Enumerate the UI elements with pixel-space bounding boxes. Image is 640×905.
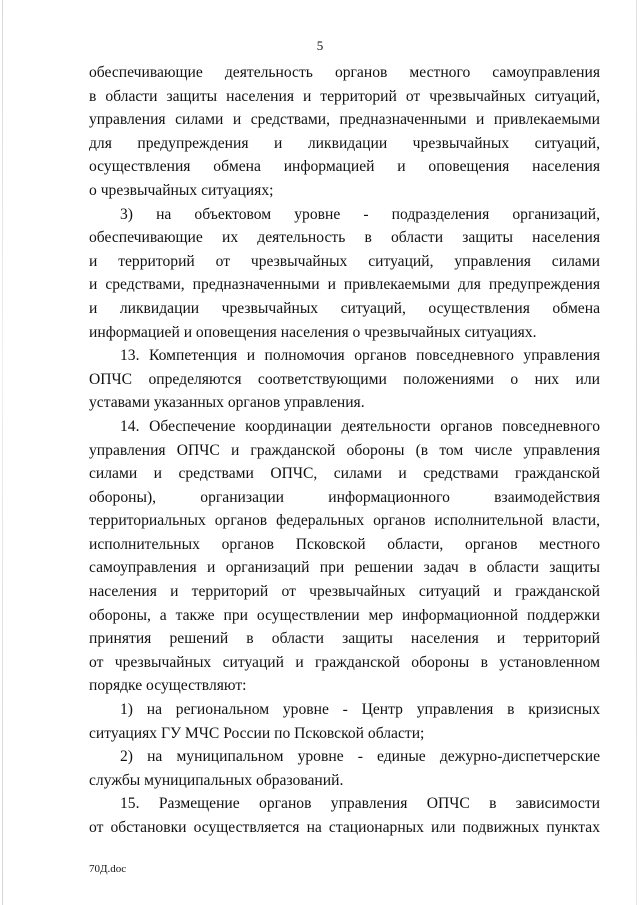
- text-line: силами и средствами ОПЧС, силами и средствами гражданской: [89, 465, 600, 483]
- paragraph: [89, 203, 600, 345]
- text-line: 13. Компетенция и полномочия органов повседневного управления: [120, 347, 600, 365]
- text-line: управления ОПЧС и гражданской обороны (в том числе управления: [89, 441, 600, 459]
- text-line: и средствами, предназначенными и привлекаемыми для предупреждения: [89, 276, 600, 294]
- text-line: населения и территорий от чрезвычайных ситуаций и гражданской: [89, 583, 600, 601]
- text-line: обороны, а также при осуществлении мер информационной поддержки: [89, 606, 600, 624]
- text-line: и территорий от чрезвычайных ситуаций, управления силами: [89, 252, 600, 270]
- paragraph: [89, 792, 600, 839]
- text-line: исполнительных органов Псковской области, органов местного: [89, 535, 600, 553]
- text-line: ситуациях ГУ МЧС России по Псковской области;: [89, 724, 425, 742]
- text-line: 14. Обеспечение координации деятельности органов повседневного: [120, 417, 600, 435]
- text-line: управления силами и средствами, предназначенными и привлекаемыми: [89, 111, 600, 129]
- text-line: службы муниципальных образований.: [89, 771, 344, 789]
- text-line: ОПЧС определяются соответствующими положениями о них или: [89, 370, 600, 388]
- scan-edge-right: [636, 0, 637, 905]
- text-line: осуществления обмена информацией и оповещения населения: [89, 158, 600, 176]
- text-line: в области защиты населения и территорий от чрезвычайных ситуаций,: [89, 87, 600, 105]
- page-number: 5: [316, 38, 324, 53]
- text-line: территориальных органов федеральных органов исполнительной власти,: [89, 512, 600, 530]
- text-line: о чрезвычайных ситуациях;: [89, 181, 274, 199]
- text-line: уставами указанных органов управления.: [89, 394, 365, 412]
- text-line: порядке осуществляют:: [89, 677, 247, 695]
- paragraph: [89, 61, 600, 203]
- paragraph: [89, 344, 600, 415]
- text-line: обороны), организации информационного взаимодействия: [89, 488, 600, 506]
- text-line: обеспечивающие деятельность органов местного самоуправления: [89, 64, 600, 81]
- text-line: для предупреждения и ликвидации чрезвычайных ситуаций,: [89, 134, 600, 152]
- paragraph: [89, 745, 600, 792]
- text-line: от чрезвычайных ситуаций и гражданской обороны в установленном: [89, 653, 600, 671]
- text-line: обеспечивающие их деятельность в области защиты населения: [89, 229, 600, 247]
- text-line: 15. Размещение органов управления ОПЧС в зависимости: [120, 795, 600, 813]
- text-line: самоуправления и организаций при решении задач в области защиты: [89, 559, 600, 577]
- scan-edge-left: [2, 0, 3, 905]
- text-line: и ликвидации чрезвычайных ситуаций, осуществления обмена: [89, 299, 600, 317]
- text-line: 2) на муниципальном уровне - единые дежурно-диспетчерские: [120, 748, 600, 766]
- text-line: 3) на объектовом уровне - подразделения организаций,: [120, 205, 600, 223]
- paragraph: [89, 415, 600, 698]
- text-line: от обстановки осуществляется на стационарных или подвижных пунктах: [89, 819, 600, 836]
- text-line: принятия решений в области защиты населения и территорий: [89, 630, 600, 648]
- footer-file-name: 70Д.doc: [89, 863, 127, 875]
- text-line: 1) на региональном уровне - Центр управления в кризисных: [120, 701, 600, 719]
- document-body: [89, 61, 600, 840]
- text-line: информацией и оповещения населения о чрезвычайных ситуациях.: [89, 323, 537, 341]
- paragraph: [89, 698, 600, 745]
